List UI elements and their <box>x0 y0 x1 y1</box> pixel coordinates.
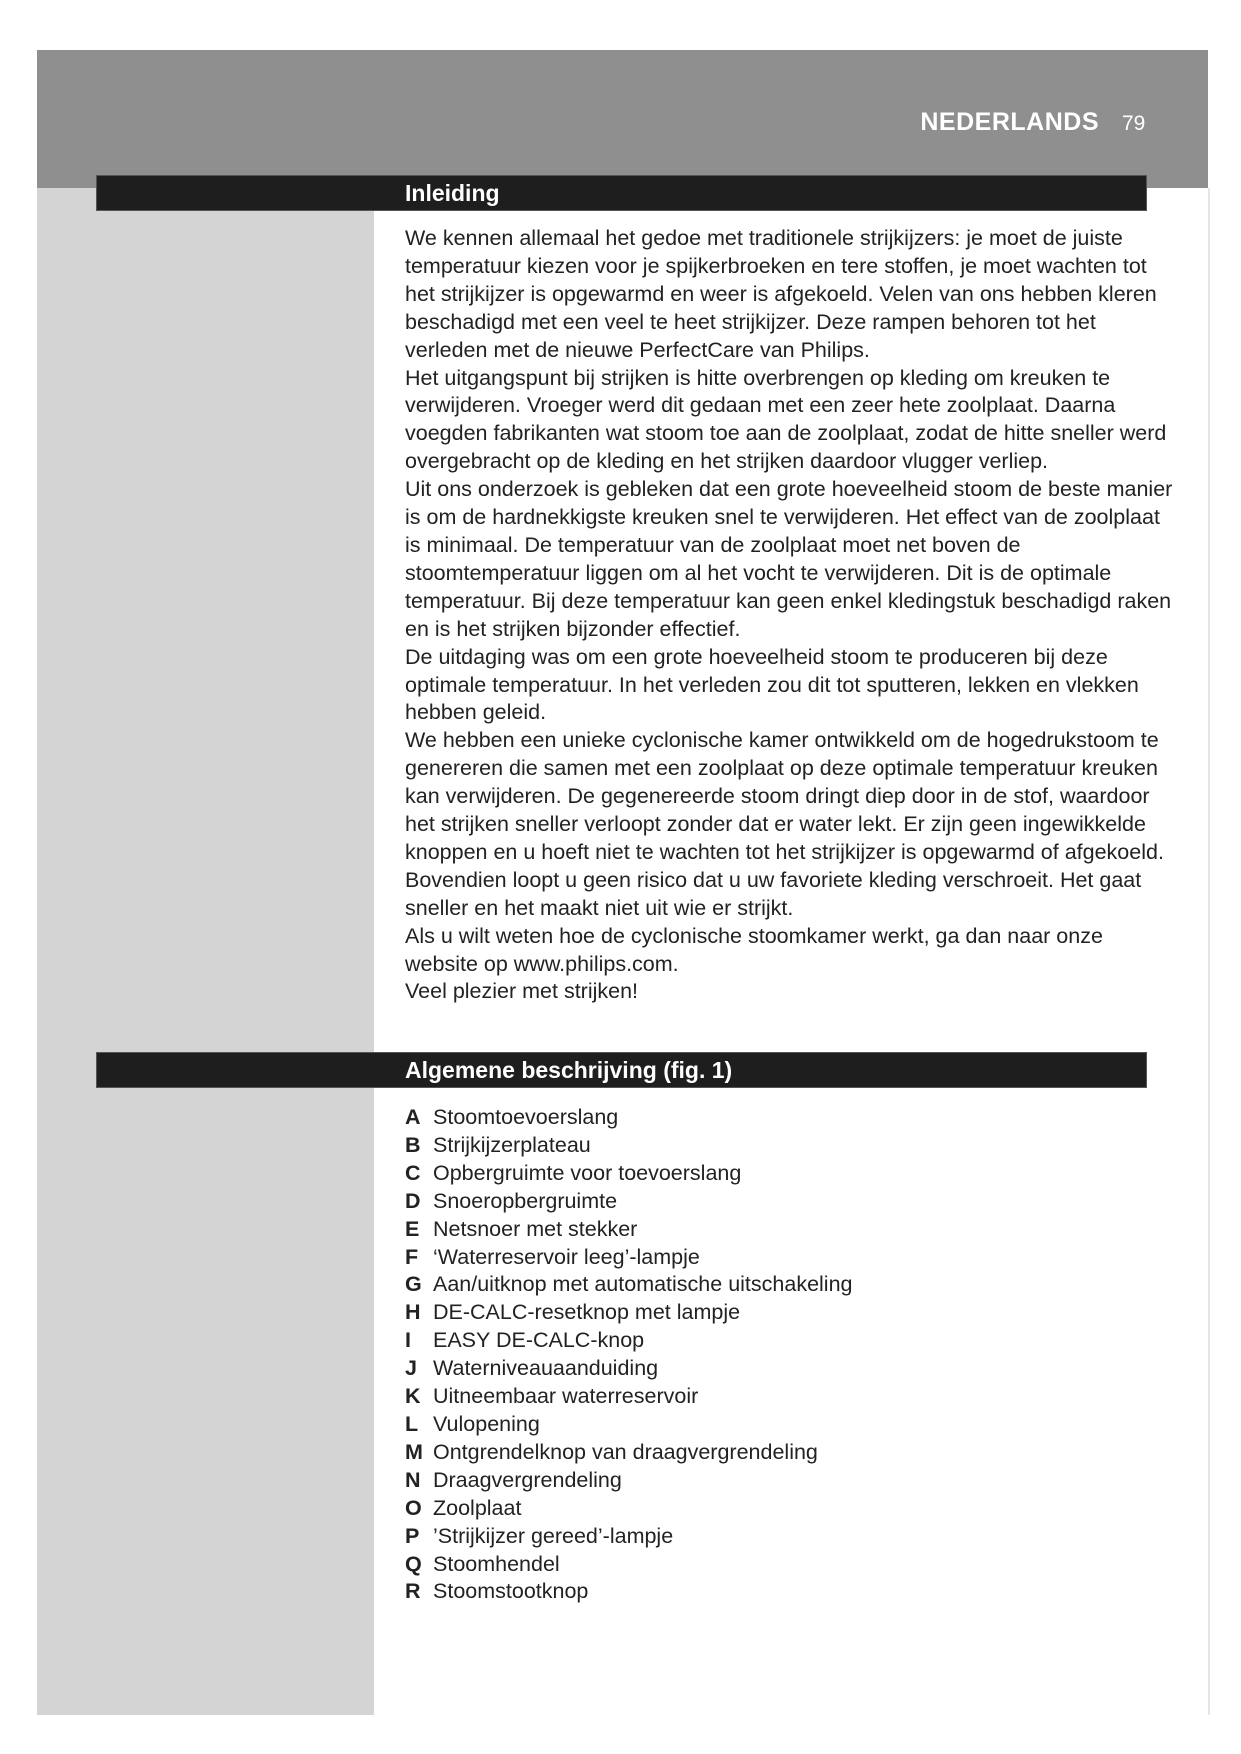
component-label: Draagvergrendeling <box>433 1467 622 1492</box>
list-item <box>405 1411 1165 1439</box>
list-item <box>405 1188 1165 1216</box>
list-item <box>405 1327 1165 1355</box>
component-list <box>405 1104 1165 1606</box>
component-letter: C <box>405 1160 421 1185</box>
intro-body <box>405 225 1175 1006</box>
left-margin-column <box>37 188 374 1715</box>
component-label: ’Strijkijzer gereed’-lampje <box>433 1523 674 1548</box>
section-header-description <box>97 1053 1146 1087</box>
component-label: Ontgrendelknop van draagvergrendeling <box>433 1439 818 1464</box>
list-item <box>405 1523 1165 1551</box>
list-item <box>405 1495 1165 1523</box>
component-label: Stoomtoevoerslang <box>433 1105 619 1129</box>
list-item <box>405 1244 1165 1272</box>
list-item <box>405 1355 1165 1383</box>
intro-paragraph: Als u wilt weten hoe de cyclonische stoomkamer werkt, ga dan naar onze website op www.philips.com. <box>405 923 1103 976</box>
component-letter: L <box>405 1411 419 1436</box>
component-label: Stoomhendel <box>433 1551 560 1576</box>
component-label: Aan/uitknop met automatische uitschakeling <box>433 1272 853 1297</box>
list-item <box>405 1383 1165 1411</box>
component-letter: N <box>405 1467 421 1492</box>
component-letter: I <box>405 1328 411 1353</box>
component-letter: B <box>405 1132 421 1157</box>
component-letter: H <box>405 1300 421 1325</box>
list-item <box>405 1216 1165 1244</box>
component-letter: F <box>405 1244 419 1269</box>
component-label: Uitneembaar waterreservoir <box>433 1384 699 1409</box>
list-item <box>405 1132 1165 1160</box>
intro-paragraph: We hebben een unieke cyclonische kamer ontwikkeld om de hogedrukstoom te genereren die samen met een zoolplaat op deze optimale temperatuur kreuken kan verwijderen. De gegenereerde stoom dringt diep door in de stof, waardoor het strijken sneller verloopt zonder dat er water lekt. Er zijn geen ingewikkelde knoppen en u hoeft niet te wachten tot het strijkijzer is opgewarmd of afgekoeld. Bovendien loopt u geen risico dat u uw favoriete kleding verschroeit. Het gaat sneller en het maakt niet uit wie er strijkt. <box>405 728 1164 920</box>
component-letter: Q <box>405 1551 422 1576</box>
component-label: Netsnoer met stekker <box>433 1216 638 1241</box>
component-label: Snoeropbergruimte <box>433 1188 618 1213</box>
section-header-intro <box>97 176 1146 210</box>
header-language: NEDERLANDS <box>920 108 1099 136</box>
list-item <box>405 1467 1165 1495</box>
component-label: Opbergruimte voor toevoerslang <box>433 1160 742 1185</box>
list-item <box>405 1104 1165 1132</box>
list-item <box>405 1271 1165 1299</box>
component-label: DE-CALC-resetknop met lampje <box>433 1300 741 1325</box>
intro-paragraph: Het uitgangspunt bij strijken is hitte overbrengen op kleding om kreuken te verwijderen. Vroeger werd dit gedaan met een zeer hete zoolplaat. Daarna voegden fabrikanten wat stoom toe aan de zoolplaat, zodat de hitte sneller werd overgebracht op de kleding en het strijken daardoor vlugger verliep. <box>405 365 1167 474</box>
page-number: 79 <box>1122 112 1146 135</box>
list-item <box>405 1551 1165 1579</box>
list-item <box>405 1299 1165 1327</box>
component-letter: R <box>405 1579 421 1604</box>
component-letter: P <box>405 1523 420 1548</box>
component-label: Zoolplaat <box>433 1495 522 1520</box>
right-edge-rule <box>1208 188 1210 1715</box>
component-letter: O <box>405 1495 422 1520</box>
component-label: Vulopening <box>433 1411 540 1436</box>
section-title-description: Algemene beschrijving (fig. 1) <box>405 1057 733 1083</box>
component-label: Stoomstootknop <box>433 1579 589 1604</box>
component-letter: E <box>405 1216 420 1241</box>
component-label: Waterniveauaanduiding <box>433 1356 659 1381</box>
intro-paragraph: Uit ons onderzoek is gebleken dat een grote hoeveelheid stoom de beste manier is om de hardnekkigste kreuken snel te verwijderen. Het effect van de zoolplaat is minimaal. De temperatuur van de zoolplaat moet net boven de stoomtemperatuur liggen om al het vocht te verwijderen. Dit is de optimale temperatuur. Bij deze temperatuur kan geen enkel kledingstuk beschadigd raken en is het strijken bijzonder effectief. <box>405 477 1173 641</box>
component-letter: M <box>405 1439 423 1464</box>
component-label: ‘Waterreservoir leeg’-lampje <box>433 1244 700 1269</box>
component-letter: K <box>405 1384 421 1409</box>
list-item <box>405 1578 1165 1606</box>
component-letter: G <box>405 1272 422 1297</box>
intro-paragraph: We kennen allemaal het gedoe met traditionele strijkijzers: je moet de juiste temperatuur kiezen voor je spijkerbroeken en tere stoffen, je moet wachten tot het strijkijzer is opgewarmd en weer is afgekoeld. Velen van ons hebben kleren beschadigd met een veel te heet strijkijzer. Deze rampen behoren tot het verleden met de nieuwe PerfectCare van Philips. <box>405 226 1157 362</box>
section-title-intro: Inleiding <box>405 180 500 206</box>
component-label: Strijkijzerplateau <box>433 1132 591 1157</box>
component-letter: D <box>405 1188 421 1213</box>
list-item <box>405 1160 1165 1188</box>
intro-paragraph: De uitdaging was om een grote hoeveelheid stoom te produceren bij deze optimale temperatuur. In het verleden zou dit tot sputteren, lekken en vlekken hebben geleid. <box>405 644 1139 725</box>
list-item <box>405 1439 1165 1467</box>
component-letter: A <box>405 1105 421 1129</box>
component-label: EASY DE-CALC-knop <box>433 1328 645 1353</box>
intro-paragraph: Veel plezier met strijken! <box>405 979 639 1004</box>
component-letter: J <box>405 1356 417 1381</box>
